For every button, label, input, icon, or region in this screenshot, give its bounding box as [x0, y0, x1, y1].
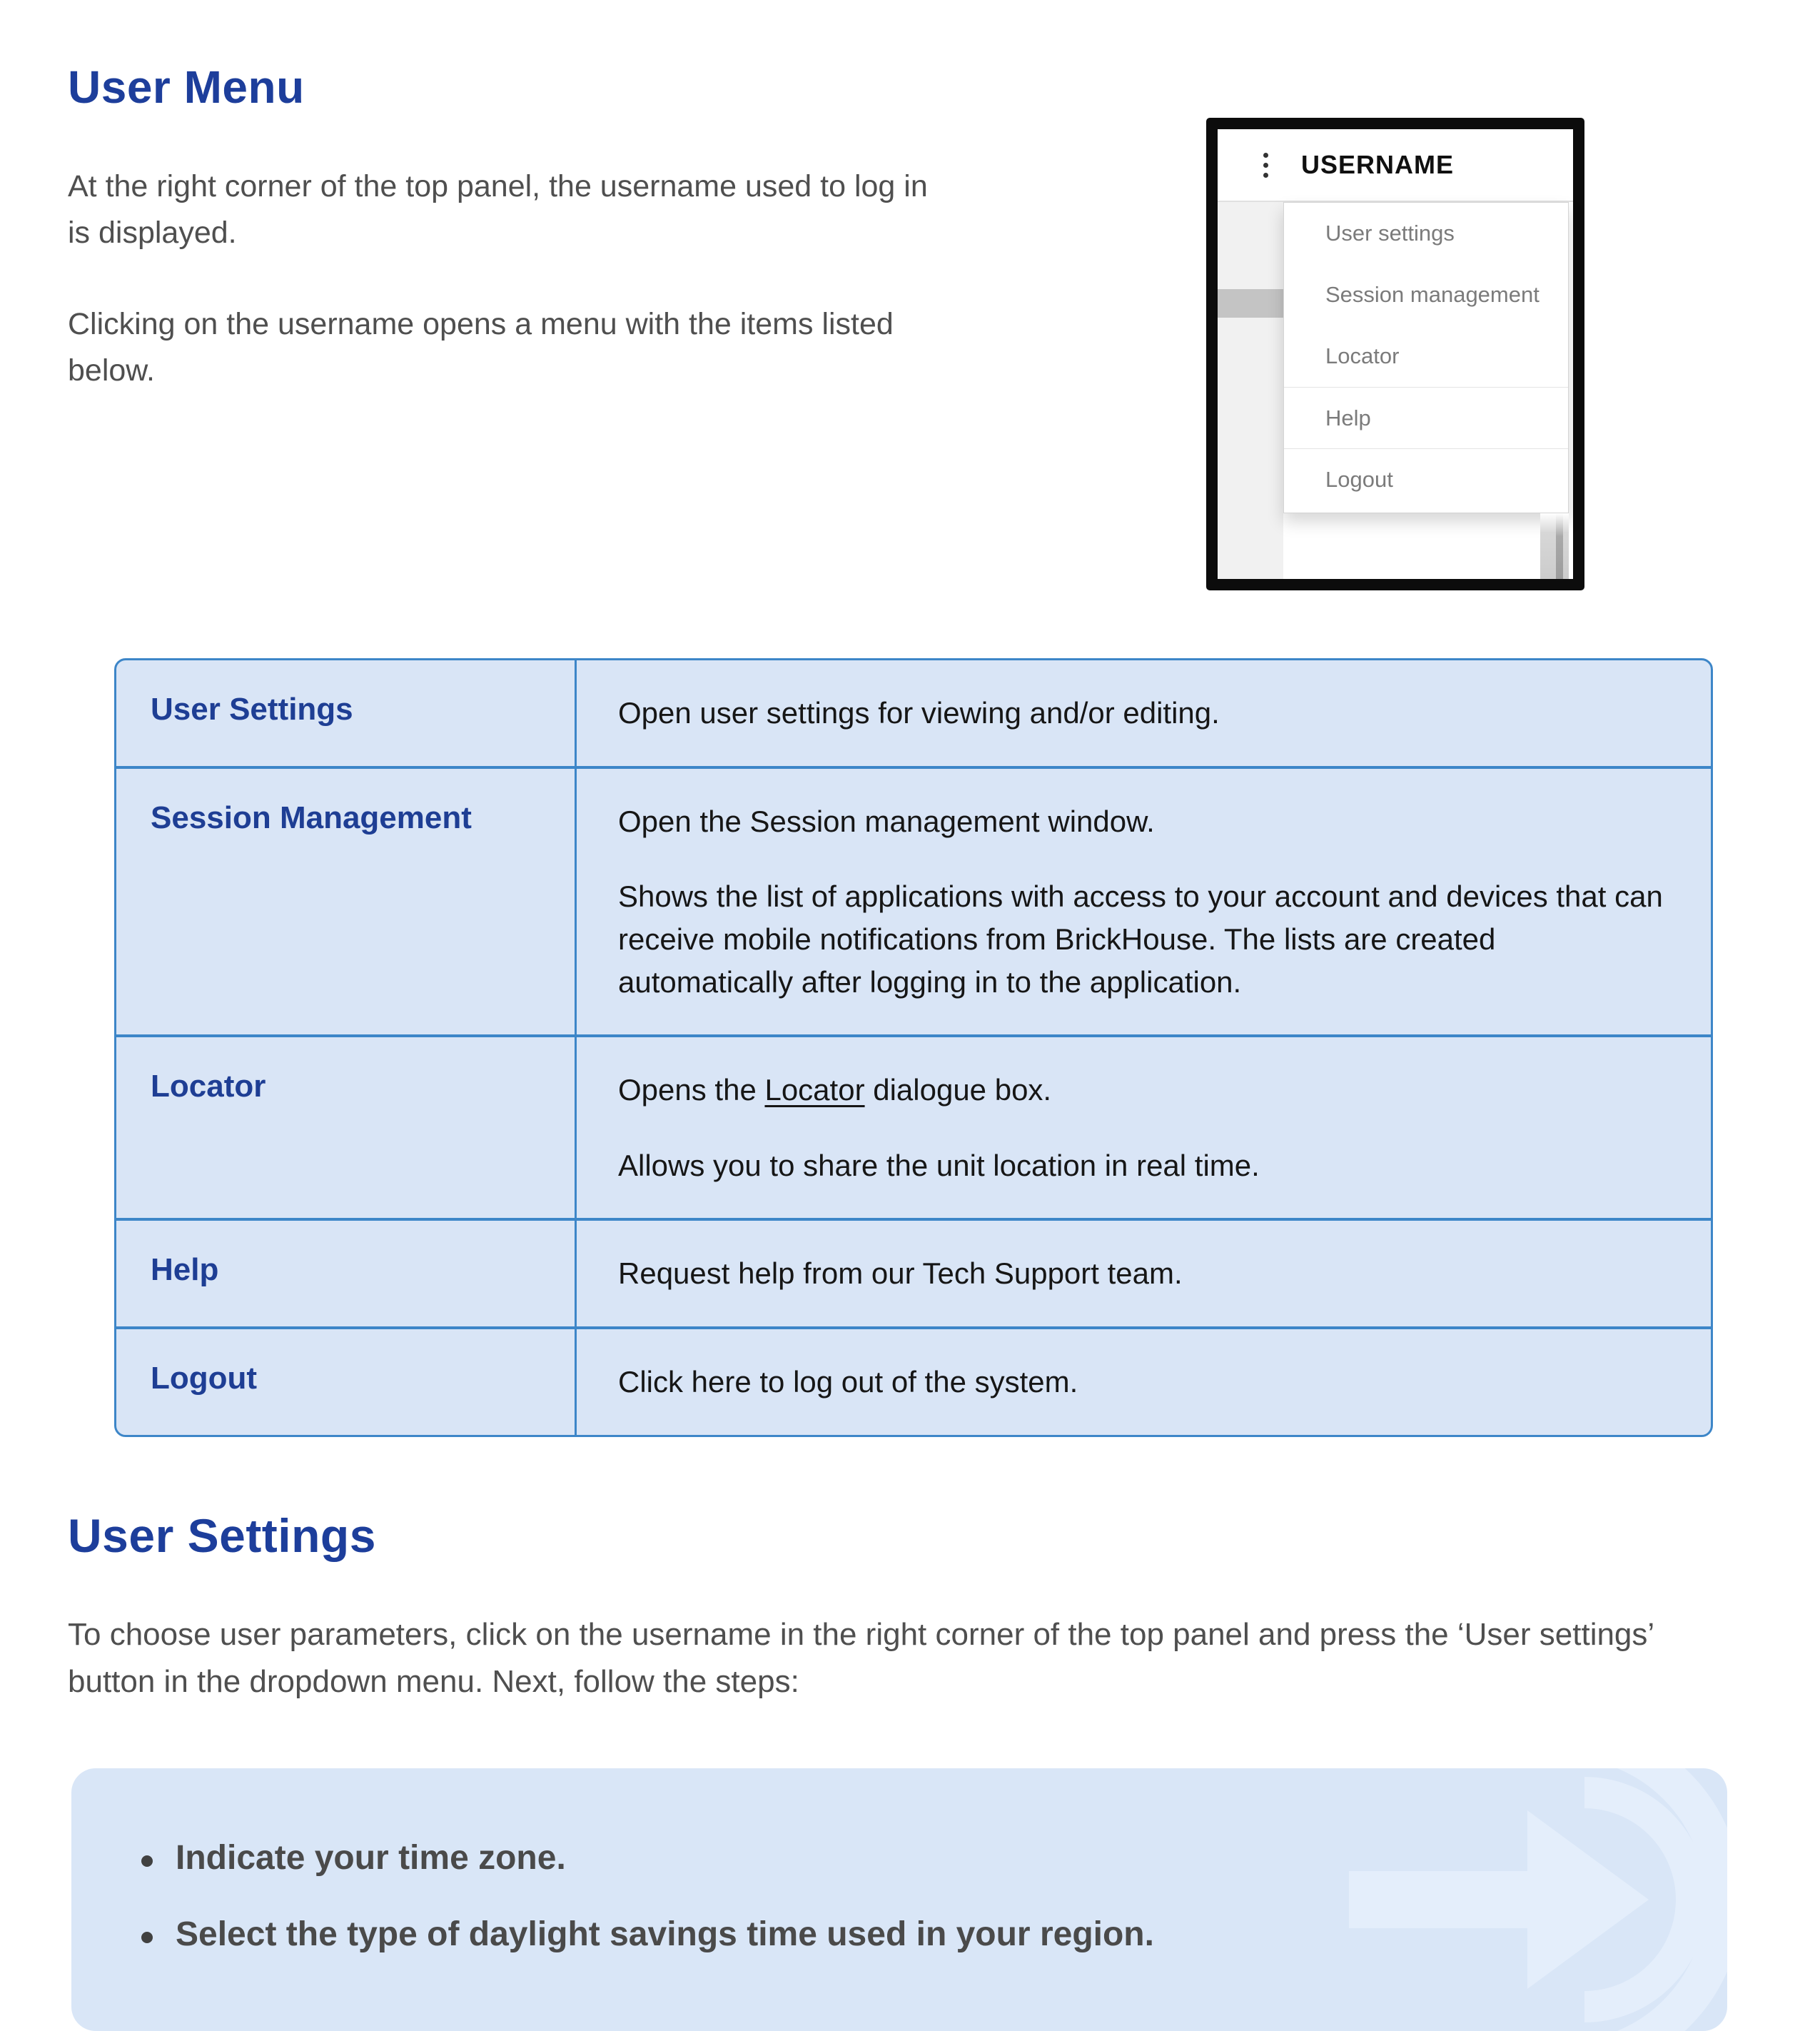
- steps-list: [136, 1838, 1663, 1954]
- row-label-user-settings: User Settings: [116, 660, 577, 769]
- user-settings-intro: To choose user parameters, click on the username in the right corner of the top panel and press the ‘User settings’ button in the dropdown menu. Next, follow the steps:: [68, 1616, 1654, 1699]
- description-text: Open user settings for viewing and/or editing.: [618, 696, 1220, 730]
- step-item: Select the type of daylight savings time used in your region.: [136, 1915, 1663, 1954]
- username-button[interactable]: USERNAME: [1301, 150, 1455, 179]
- locator-link[interactable]: Locator: [764, 1073, 865, 1107]
- description-text: Allows you to share the unit location in real time.: [618, 1148, 1260, 1182]
- user-menu-screenshot: [1206, 118, 1584, 590]
- user-menu-paragraph-1: At the right corner of the top panel, the username used to log in is displayed.: [68, 169, 928, 251]
- row-description: [577, 1037, 1711, 1221]
- menu-item-logout[interactable]: Logout: [1284, 448, 1568, 510]
- description-text: Click here to log out of the system.: [618, 1365, 1078, 1398]
- background-page-fragment: [1218, 202, 1283, 579]
- screenshot-frame: [1218, 129, 1573, 579]
- description-text: Opens the: [618, 1073, 765, 1107]
- row-description: [577, 769, 1711, 1038]
- background-row-fragment: [1218, 289, 1283, 318]
- table-row: [116, 1221, 1711, 1329]
- menu-item-help[interactable]: Help: [1284, 387, 1568, 448]
- description-text: Shows the list of applications with access to your account and devices that can receive mobile notifications from BrickHouse. The lists are created automatically after logging in to the application.: [618, 880, 1663, 999]
- row-label-session-management: Session Management: [116, 769, 577, 1038]
- steps-callout: [71, 1768, 1727, 2031]
- table-row: [116, 769, 1711, 1038]
- description-text: Request help from our Tech Support team.: [618, 1256, 1183, 1291]
- user-menu-paragraph-2: Clicking on the username opens a menu with the items listed below.: [68, 306, 894, 388]
- menu-item-locator[interactable]: Locator: [1325, 343, 1400, 368]
- screenshot-body: [1218, 202, 1573, 579]
- kebab-menu-icon[interactable]: [1263, 153, 1268, 178]
- row-label-logout: Logout: [116, 1329, 577, 1435]
- menu-item-user-settings[interactable]: User settings: [1325, 221, 1455, 246]
- description-text: Open the Session management window.: [618, 804, 1155, 838]
- scrollbar-fragment[interactable]: [1540, 513, 1569, 579]
- row-description: [577, 660, 1711, 769]
- row-description: [577, 1329, 1711, 1435]
- row-description: [577, 1221, 1711, 1329]
- table-row: [116, 1037, 1711, 1221]
- table-row: [116, 660, 1711, 769]
- user-settings-title: User Settings: [68, 1508, 376, 1562]
- row-label-locator: Locator: [116, 1037, 577, 1221]
- step-item: Indicate your time zone.: [136, 1838, 1663, 1878]
- menu-items-table: [114, 658, 1713, 1437]
- top-panel: [1218, 129, 1573, 202]
- page-title: User Menu: [68, 61, 305, 113]
- section-user-menu: [0, 0, 1820, 590]
- section-user-settings: [0, 1508, 1820, 1705]
- table-row: [116, 1329, 1711, 1435]
- row-label-help: Help: [116, 1221, 577, 1329]
- user-dropdown-menu: [1283, 202, 1569, 513]
- menu-item-session-management[interactable]: Session management: [1325, 282, 1540, 307]
- user-menu-text-column: [68, 61, 967, 438]
- description-text: dialogue box.: [864, 1073, 1052, 1107]
